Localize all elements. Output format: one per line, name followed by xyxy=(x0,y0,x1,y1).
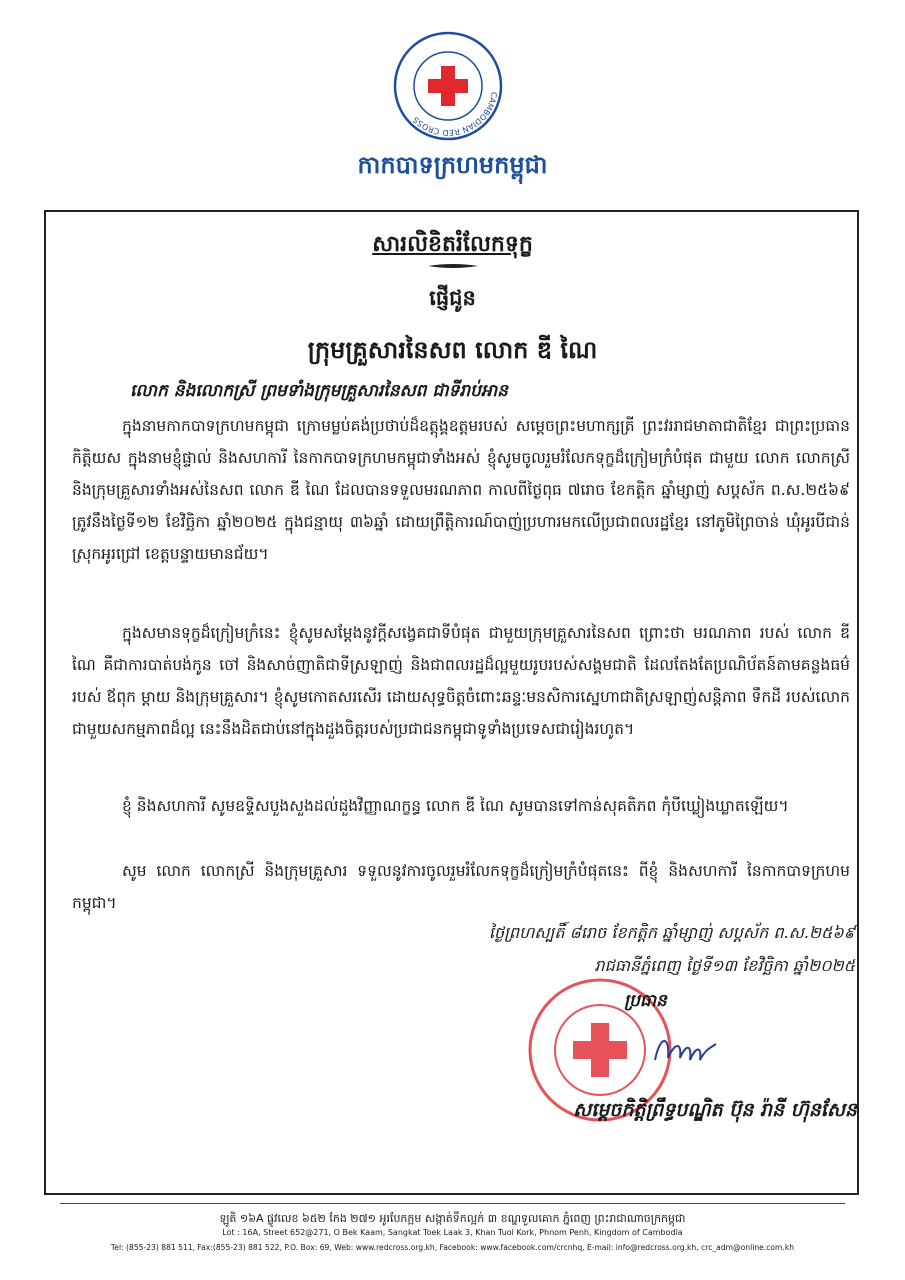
body-paragraph-2: ក្នុងសមានទុក្ខដ៏ក្រៀមក្រំនេះ ខ្ញុំសូមសម្តែងនូវក្តីសង្វេគជាទីបំផុត ជាមួយក្រុមគ្រួសារនៃសព ព្រោះថា មរណភាព របស់ លោក ឌី ណៃ គឺជាការបាត់បង់កូន ចៅ និងសាច់ញាតិជាទីស្រឡាញ់ និងជាពលរដ្ឋដ៏ល្អមួយរូបរបស់សង្គមជាតិ ដែលតែងតែប្រណិប័តន៍តាមគន្លងធម៌របស់ ឪពុក ម្តាយ និងក្រុមគ្រួសារ។ ខ្ញុំសូមកោតសរសើរ ដោយសុទ្ធចិត្តចំពោះឆន្ទៈមនសិការស្នេហាជាតិស្រឡាញ់សន្តិភាព ទឹកដី របស់លោក ជាមួយសកម្មភាពដ៏ល្អ នេះនឹងដិតជាប់នៅក្នុងដួងចិត្តរបស់ប្រជាជនកម្ពុជាទូទាំងប្រទេសជារៀងរហូត។ xyxy=(72,624,850,738)
addressed-to-label: ផ្ញើជូន xyxy=(429,285,476,310)
signer-position: ប្រធាន xyxy=(624,991,667,1011)
organization-name: កាកបាទក្រហមកម្ពុជា xyxy=(357,151,548,179)
divider-ornament xyxy=(428,262,478,270)
body-paragraph-1: ក្នុងនាមកាកបាទក្រហមកម្ពុជា ក្រោមម្លប់គង់ប្រថាប់ដ៏ឧត្តុង្គឧត្តមរបស់ សម្តេចព្រះមហាក្សត្រី ព្រះវររាជមាតាជាតិខ្មែរ ជាព្រះប្រធានកិត្តិយស ក្នុងនាមខ្ញុំផ្ទាល់ និងសហការី នៃកាកបាទក្រហមកម្ពុជាទាំងអស់ ខ្ញុំសូមចូលរួមរំលែកទុក្ខដ៏ក្រៀមក្រំបំផុត ជាមួយ លោក លោកស្រី និងក្រុមគ្រួសារទាំងអស់នៃសព លោក ឌី ណៃ ដែលបានទទួលមរណភាព កាលពីថ្ងៃពុធ ៧រោច ខែកត្តិក ឆ្នាំម្សាញ់ សប្តស័ក ព.ស.២៥៦៩ ត្រូវនឹងថ្ងៃទី១២ ខែវិច្ឆិកា ឆ្នាំ២០២៥ ក្នុងជន្មាយុ ៣៦ឆ្នាំ ដោយព្រឹត្តិការណ៍បាញ់ប្រហារមកលើប្រជាពលរដ្ឋខ្មែរ នៅភូមិព្រៃចាន់ ឃុំអូរបីជាន់ ស្រុកអូរជ្រៅ ខេត្តបន្ទាយមានជ័យ។ xyxy=(72,417,850,563)
lunar-date: ថ្ងៃព្រហស្បតិ៍ ៨រោច ខែកត្តិក ឆ្នាំម្សាញ់ សប្តស័ក ព.ស.២៥៦៩ xyxy=(488,923,855,942)
salutation: លោក និងលោកស្រី ព្រមទាំងក្រុមគ្រួសារនៃសព ជាទីរាប់អាន xyxy=(130,381,508,401)
cambodian-red-cross-logo xyxy=(392,30,504,142)
letter-title: សារលិខិតរំលែកទុក្ខ xyxy=(372,231,533,257)
solar-date: រាជធានីភ្នំពេញ ថ្ងៃទី១៣ ខែវិច្ឆិកា ឆ្នាំ២០២៥ xyxy=(594,956,855,975)
footer-divider xyxy=(60,1203,845,1204)
footer-address-khmer: ឡូតិ ១៦A ផ្លូវលេខ ៦៥២ កែង ២៧១ អូរបែកក្អម សង្កាត់ទឹកល្អក់ ៣ ខណ្ឌទួលគោក ភ្នំពេញ ព្រះរាជាណាចក្រកម្ពុជា xyxy=(219,1212,686,1225)
body-paragraph-4: សូម លោក លោកស្រី និងក្រុមគ្រួសារ ទទួលនូវការចូលរួមរំលែកទុក្ខដ៏ក្រៀមក្រំបំផុតនេះ ពីខ្ញុំ និងសហការី នៃកាកបាទក្រហមកម្ពុជា។ xyxy=(72,862,850,912)
svg-text:CAMBODIAN RED CROSS: CAMBODIAN RED CROSS xyxy=(411,91,499,138)
letterhead xyxy=(0,0,905,205)
recipient: ក្រុមគ្រួសារនៃសព លោក ឌី ណៃ xyxy=(307,335,598,364)
footer-contact: Tel: (855-23) 881 511, Fax:(855-23) 881 522, P.O. Box: 69, Web: www.redcross.org.kh, Facebook: www.facebook.com/crcnhq, E-mail: info@redcross.org.kh, crc_adm@online.com.kh xyxy=(110,1243,795,1252)
footer-address-english: Lot : 16A, Street 652@271, O Bek Kaam, Sangkat Toek Laak 3, Khan Tuol Kork, Phnom Penh, Kingdom of Cambodia xyxy=(222,1228,683,1237)
signer-name: សម្តេចកិត្តិព្រឹទ្ធបណ្ឌិត ប៊ុន រ៉ានី ហ៊ុនសែន xyxy=(573,1099,857,1121)
handwritten-signature xyxy=(650,1030,720,1070)
body-paragraph-3: ខ្ញុំ និងសហការី សូមឧទ្ទិសបួងសួងដល់ដួងវិញ្ញាណក្ខន្ធ លោក ឌី ណៃ សូមបានទៅកាន់សុគតិភព កុំបីឃ្លៀងឃ្លាតឡើយ។ xyxy=(122,797,789,815)
